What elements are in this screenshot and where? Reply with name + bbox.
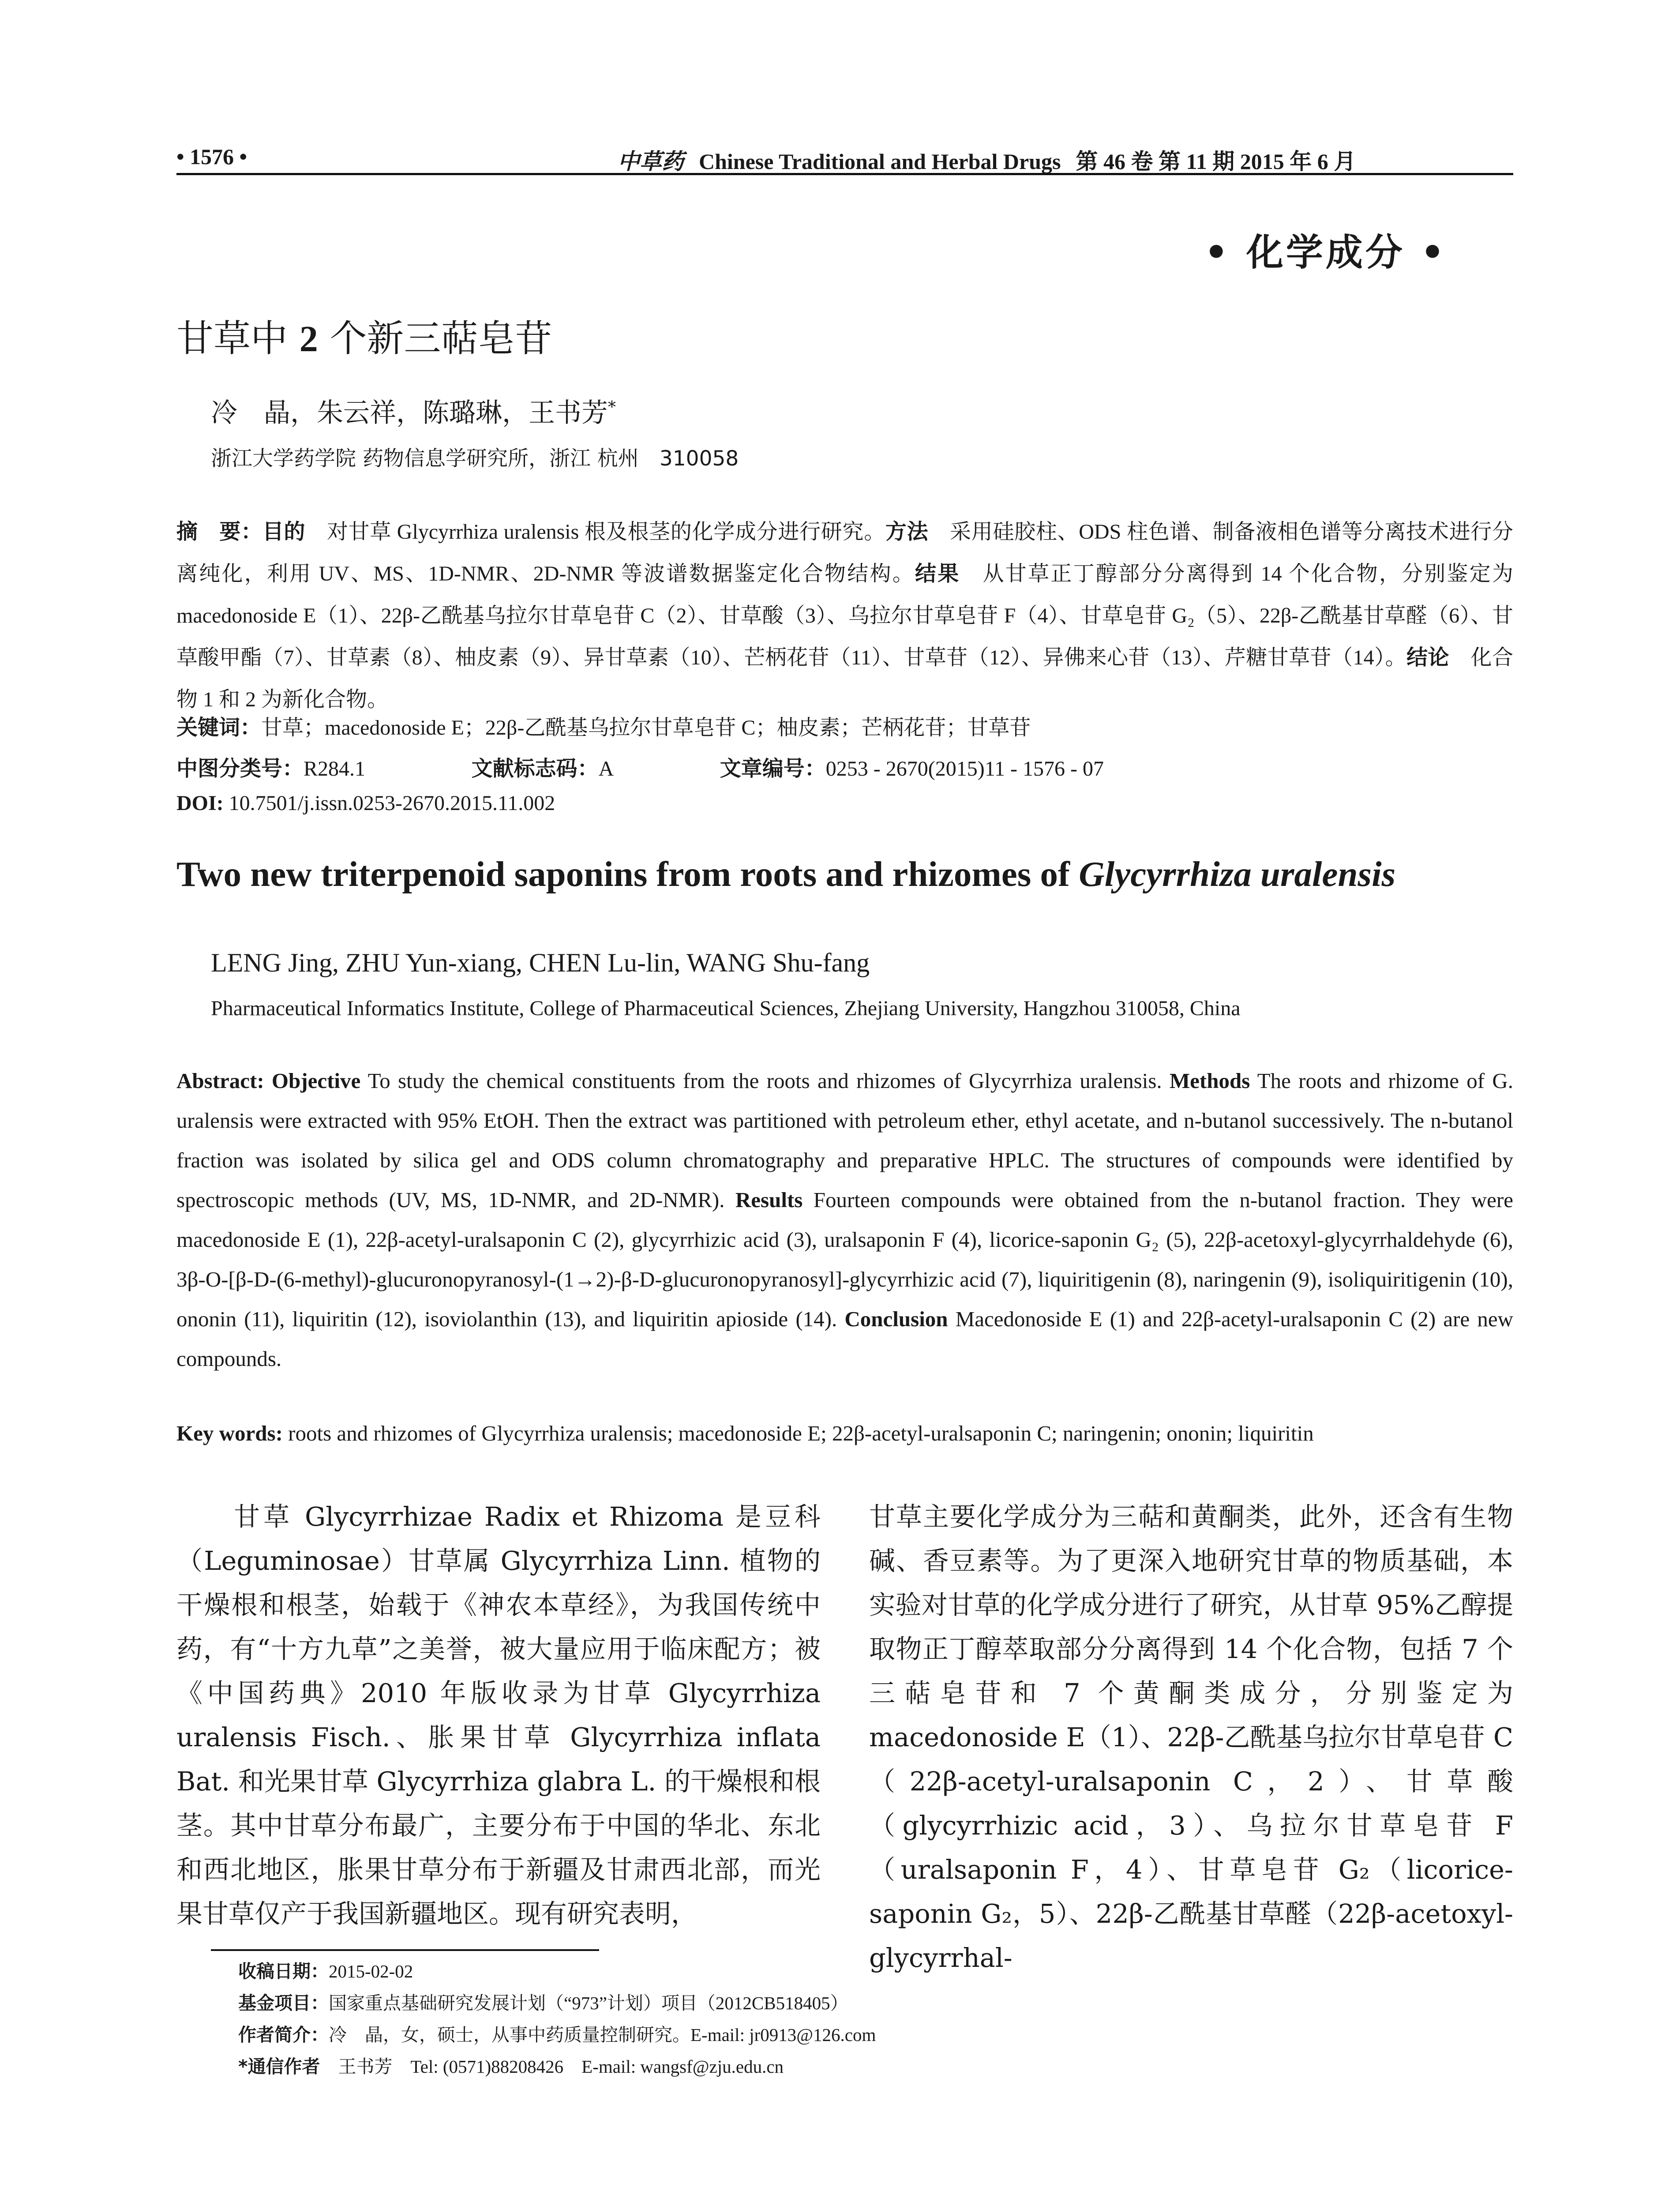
abstract-cn-label: 摘 要： — [176, 519, 262, 544]
methods-text: 采用硅胶柱、ODS 柱色谱、制备液相色谱等分离技术进行分离纯化，利用 UV、MS、1D-NMR、2D-NMR 等波谱数据鉴定化合物结构。 — [176, 520, 1513, 585]
fund-value: 国家重点基础研究发展计划（“973”计划）项目（2012CB518405） — [329, 1993, 848, 2013]
title-cn-pre: 甘草中 — [176, 317, 300, 360]
affiliation-en: Pharmaceutical Informatics Institute, College of Pharmaceutical Sciences, Zhejiang University, Hangzhou 310058, China — [211, 997, 1241, 1020]
footnote-corresponding — [238, 2051, 876, 2082]
doc-code-label: 文献标志码： — [471, 756, 599, 781]
doi-label: DOI: — [176, 792, 224, 815]
conclusion-en-label: Conclusion — [844, 1307, 948, 1331]
fund-label: 基金项目： — [238, 1992, 329, 2014]
page-number: • 1576 • — [176, 144, 248, 169]
corr-label: *通信作者 — [238, 2056, 320, 2077]
conclusion-en-text: Macedonoside E (1) and 22β-acetyl-uralsaponin C (2) are new compounds. — [176, 1307, 1513, 1371]
methods-en-text: The roots and rhizome of G. uralensis were extracted with 95% EtOH. Then the extract was partitioned with petroleum ether, ethyl acetate, and n-butanol successively. The n-butanol fraction was isolated by silica gel and ODS column chromatography and preparative HPLC. The structures of compounds were identified by spectroscopic methods (UV, MS, 1D-NMR, and 2D-NMR). — [176, 1069, 1514, 1212]
abstract-cn — [176, 511, 1513, 720]
corr-value: 王书芳 Tel: (0571)88208426 E-mail: wangsf@zju.edu.cn — [320, 2056, 784, 2077]
doc-code-value: A — [598, 757, 614, 780]
classification-line — [176, 751, 1104, 782]
received-label: 收稿日期： — [238, 1961, 329, 1982]
title-cn-num: 2 — [299, 319, 318, 360]
footnote-received — [238, 1955, 876, 1987]
journal-name — [618, 144, 1356, 176]
body-column-left: 甘草 Glycyrrhizae Radix et Rhizoma 是豆科（Leguminosae）甘草属 Glycyrrhiza Linn. 植物的干燥根和根茎，始载于《神农本草经》，为我国传统中药，有“十方九草”之美誉，被大量应用于临床配方；被《中国药典》2010 年版收录为甘草 Glycyrrhiza uralensis Fisch.、胀果甘草 Glycyrrhiza inflata Bat. 和光果甘草 Glycyrrhiza glabra L. 的干燥根和根茎。其中甘草分布最广，主要分布于中国的华北、东北和西北地区，胀果甘草分布于新疆及甘肃西北部，而光果甘草仅产于我国新疆地区。现有研究表明， — [176, 1501, 821, 1929]
keywords-en-text: roots and rhizomes of Glycyrrhiza uralensis; macedonoside E; 22β-acetyl-uralsaponin C; naringenin; ononin; liquiritin — [282, 1421, 1314, 1445]
keywords-cn-text: 甘草；macedonoside E；22β-乙酰基乌拉尔甘草皂苷 C；柚皮素；芒柄花苷；甘草苷 — [261, 716, 1031, 739]
corresponding-mark: * — [608, 398, 616, 416]
results-text: 从甘草正丁醇部分分离得到 14 个化合物，分别鉴定为 macedonoside E（1）、22β-乙酰基乌拉尔甘草皂苷 C（2）、甘草酸（3）、乌拉尔甘草皂苷 F（4）、甘草皂苷 G₂（5）、22β-乙酰基甘草醛（6）、甘草酸甲酯（7）、甘草素（8）、柚皮素（9）、异甘草素（10）、芒柄花苷（11）、甘草苷（12）、异佛来心苷（13）、芹糖甘草苷（14）。 — [176, 562, 1513, 669]
journal-name-en: Chinese Traditional and Herbal Drugs — [699, 149, 1061, 174]
title-en-pre: Two new triterpenoid saponins from roots and rhizomes of — [176, 854, 1079, 894]
abstract-en-label: Abstract: Objective — [176, 1069, 361, 1093]
keywords-cn-label: 关键词： — [176, 715, 262, 740]
journal-issue: 第 46 卷 第 11 期 2015 年 6 月 — [1076, 149, 1356, 174]
results-label: 结果 — [915, 561, 960, 586]
affiliation-cn: 浙江大学药学院 药物信息学研究所，浙江 杭州 310058 — [211, 446, 739, 471]
title-cn-post: 个新三萜皂苷 — [318, 317, 552, 360]
clc-value: R284.1 — [304, 757, 366, 780]
objective-label: 目的 — [262, 519, 306, 544]
bio-label: 作者简介： — [238, 2024, 329, 2045]
authors-cn-names: 冷 晶，朱云祥，陈璐琳，王书芳 — [211, 398, 608, 428]
journal-name-cn: 中草药 — [618, 149, 684, 174]
methods-en-label: Methods — [1169, 1069, 1250, 1093]
doi-line — [176, 791, 555, 815]
authors-cn — [211, 392, 616, 430]
keywords-en-label: Key words: — [176, 1421, 283, 1445]
keywords-en — [176, 1421, 1314, 1446]
results-en-label: Results — [735, 1188, 803, 1212]
body-column-right: 甘草主要化学成分为三萜和黄酮类，此外，还含有生物碱、香豆素等。为了更深入地研究甘草的物质基础，本实验对甘草的化学成分进行了研究，从甘草 95%乙醇提取物正丁醇萃取部分分离得到 14 个化合物，包括 7 个三萜皂苷和 7 个黄酮类成分，分别鉴定为 macedonoside E（1）、22β-乙酰基乌拉尔甘草皂苷 C（22β-acetyl-uralsaponin C，2）、甘草酸（glycyrrhizic acid，3）、乌拉尔甘草皂苷 F（uralsaponin F，4）、甘草皂苷 G₂（licorice-saponin G₂，5）、22β-乙酰基甘草醛（22β-acetoxyl-glycyrrhal- — [869, 1501, 1513, 1973]
article-no-value: 0253 - 2670(2015)11 - 1576 - 07 — [825, 757, 1104, 780]
article-no-label: 文章编号： — [720, 756, 826, 781]
methods-label: 方法 — [885, 519, 929, 544]
objective-en-text: To study the chemical constituents from the roots and rhizomes of Glycyrrhiza uralensis. — [360, 1069, 1170, 1093]
results-en-text: Fourteen compounds were obtained from the n-butanol fraction. They were macedonoside E (1), 22β-acetyl-uralsaponin C (2), glycyrrhizic acid (3), uralsaponin F (4), licorice-saponin G₂ (5), 22β-acetoxyl-glycyrrhaldehyde (6), 3β-O-[β-D-(6-methyl)-glucuronopyranosyl-(1→2)-β-D-glucuronopyranosyl]-glycyrrhizic acid (7), liquiritigenin (8), naringenin (9), isoliquiritigenin (10), ononin (11), liquiritin (12), isoviolanthin (13), and liquiritin apioside (14). — [176, 1188, 1513, 1331]
conclusion-text: 化合物 1 和 2 为新化合物。 — [176, 646, 1513, 711]
abstract-en — [176, 1061, 1513, 1379]
doi-value[interactable]: 10.7501/j.issn.0253-2670.2015.11.002 — [223, 792, 555, 815]
footnote-fund — [238, 1987, 876, 2019]
article-title-en — [176, 854, 1513, 895]
footnote-rule — [211, 1949, 599, 1951]
running-header — [176, 140, 1513, 175]
title-en-species: Glycyrrhiza uralensis — [1079, 854, 1396, 894]
footnotes — [238, 1955, 876, 2082]
keywords-cn — [176, 710, 1031, 741]
article-title-cn — [176, 309, 552, 362]
received-value: 2015-02-02 — [329, 1961, 413, 1981]
conclusion-label: 结论 — [1406, 645, 1450, 670]
objective-text: 对甘草 Glycyrrhiza uralensis 根及根茎的化学成分进行研究。 — [305, 520, 885, 544]
clc-label: 中图分类号： — [176, 756, 304, 781]
authors-en: LENG Jing, ZHU Yun-xiang, CHEN Lu-lin, WANG Shu-fang — [211, 948, 870, 977]
bio-value: 冷 晶，女，硕士，从事中药质量控制研究。E-mail: jr0913@126.com — [329, 2025, 876, 2045]
footnote-bio — [238, 2019, 876, 2051]
section-label: • 化学成分 • — [1204, 231, 1447, 274]
